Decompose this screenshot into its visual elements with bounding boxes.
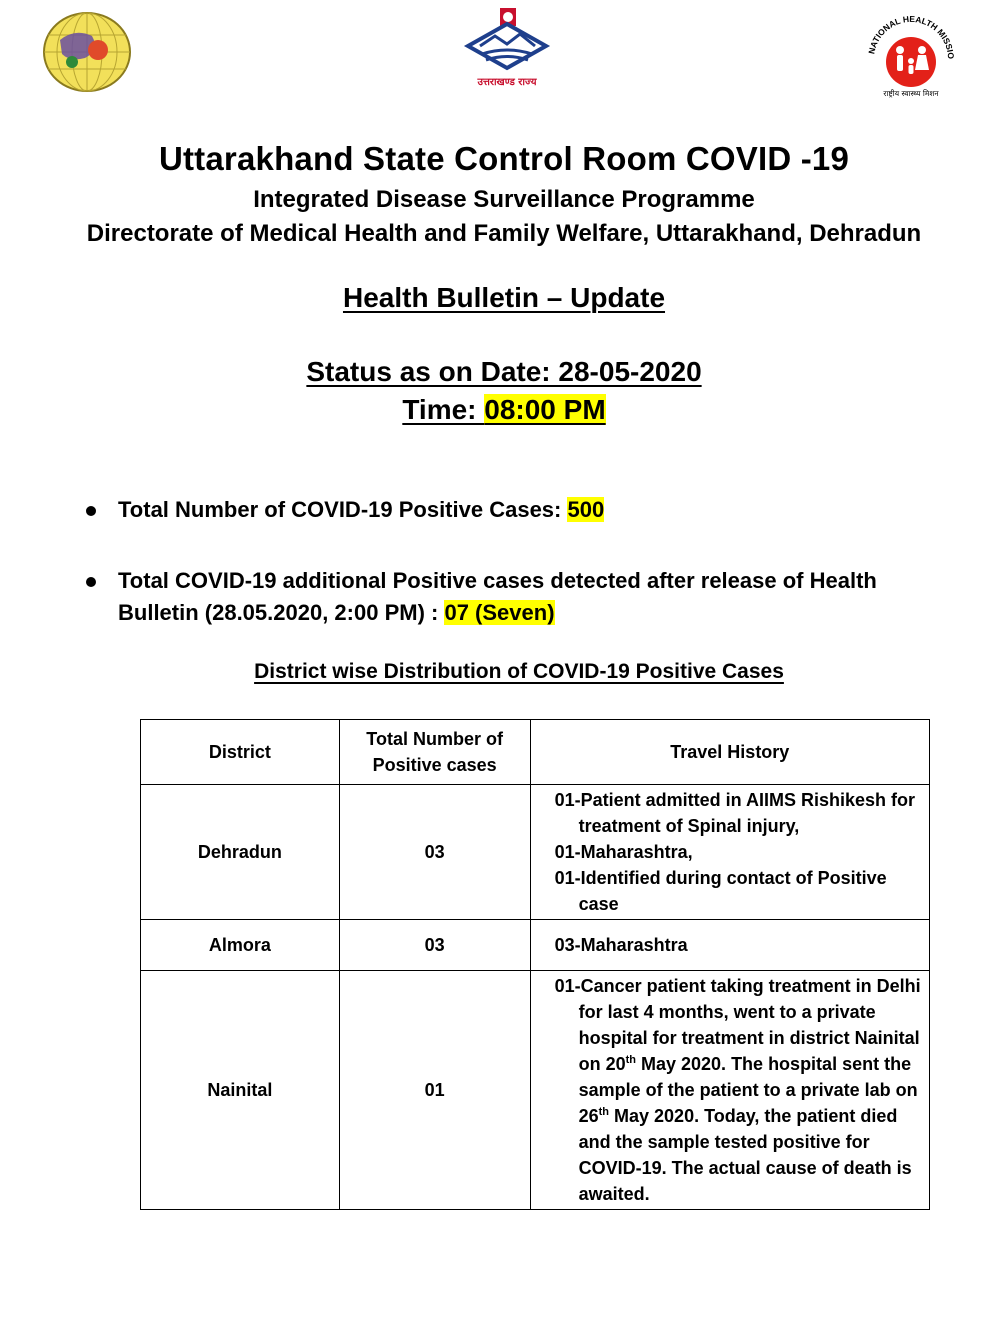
history-cell xyxy=(530,785,929,920)
idsp-globe-logo xyxy=(40,10,135,95)
time-label: Time: 08:00 PM xyxy=(402,394,606,425)
column-header-history: Travel History xyxy=(530,720,929,785)
district-table xyxy=(140,719,930,1210)
district-cell: Dehradun xyxy=(141,785,340,920)
history-item: 03-Maharashtra xyxy=(554,935,688,955)
status-date-text: Status as on Date: 28-05-2020 xyxy=(306,356,702,387)
total-cases-value: 500 xyxy=(567,497,605,522)
total-cases-label: Total Number of COVID-19 Positive Cases: xyxy=(118,497,568,522)
time-value: 08:00 PM xyxy=(484,394,606,425)
bullet-dot xyxy=(86,577,96,587)
bulletin-heading xyxy=(0,282,1008,314)
table-row xyxy=(141,920,930,971)
history-cell xyxy=(530,971,929,1210)
additional-cases-value: 07 (Seven) xyxy=(444,600,555,625)
history-item: 01-Patient admitted in AIIMS Rishikesh for treatment of Spinal injury, xyxy=(554,790,915,836)
status-date xyxy=(0,356,1008,388)
column-header-total: Total Number of Positive cases xyxy=(339,720,530,785)
table-row xyxy=(141,785,930,920)
nhm-logo xyxy=(864,14,958,100)
additional-cases-bullet xyxy=(118,565,938,629)
column-header-district: District xyxy=(141,720,340,785)
count-cell: 03 xyxy=(339,920,530,971)
table-header-row xyxy=(141,720,930,785)
programme-subtitle: Integrated Disease Surveillance Programme xyxy=(253,186,755,213)
page-title: Uttarakhand State Control Room COVID -19 xyxy=(158,140,850,177)
total-cases-bullet xyxy=(118,494,604,526)
district-cell: Almora xyxy=(141,920,340,971)
nhm-caption: राष्ट्रीय स्वास्थ्य मिशन xyxy=(883,89,939,98)
distribution-heading: District wise Distribution of COVID-19 Positive Cases xyxy=(254,660,784,683)
count-cell: 03 xyxy=(339,785,530,920)
directorate-subtitle: Directorate of Medical Health and Family Welfare, Uttarakhand, Dehradun xyxy=(86,220,922,247)
uttarakhand-emblem xyxy=(460,6,555,91)
status-time xyxy=(0,394,1008,426)
emblem-caption: उत्तराखण्ड राज्य xyxy=(477,77,537,88)
count-cell: 01 xyxy=(339,971,530,1210)
history-cell xyxy=(530,920,929,971)
bulletin-heading-text: Health Bulletin – Update xyxy=(342,282,666,313)
additional-cases-label: Total COVID-19 additional Positive cases detected after release of Health Bulletin (28.05.2020, 2:00 PM) : xyxy=(118,568,877,625)
bullet-dot xyxy=(86,506,96,516)
history-item: 01-Maharashtra, xyxy=(554,842,693,862)
district-cell: Nainital xyxy=(141,971,340,1210)
history-item: 01-Cancer patient taking treatment in Delhi for last 4 months, went to a private hospital for treatment in district Nainital on 20th May 2020. The hospital sent the sample of the patient to a private lab on 26th May 2020. Today, the patient died and the sample tested positive for COVID-19. The actual cause of death is awaited. xyxy=(554,976,921,1204)
nhm-ring-text: NATIONAL HEALTH MISSIO xyxy=(866,14,957,60)
table-row xyxy=(141,971,930,1210)
history-item: 01-Identified during contact of Positive case xyxy=(554,868,887,914)
